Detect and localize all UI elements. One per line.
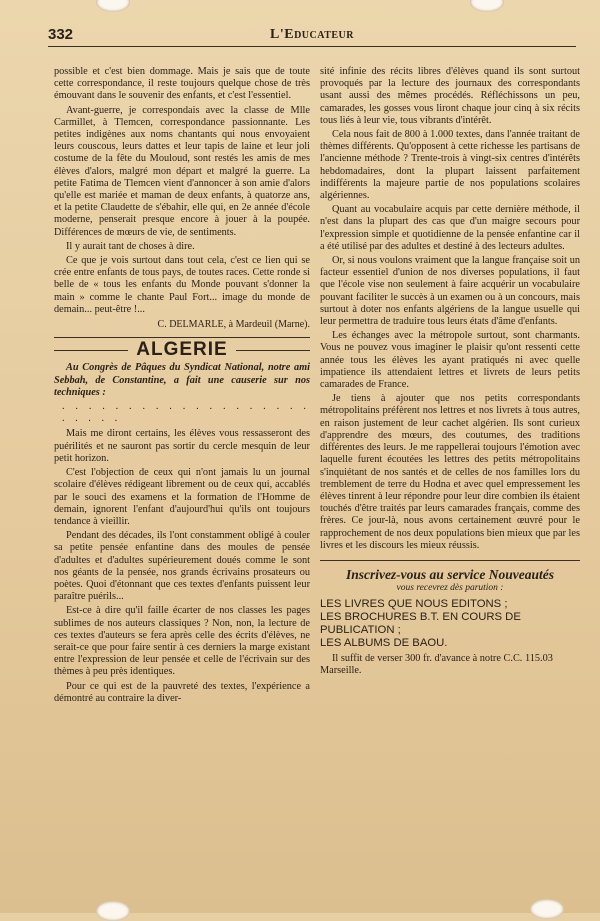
- ellipsis-line: . . . . . . . . . . . . . . . . . . . . . . . .: [62, 401, 310, 425]
- section-title: ALGERIE: [136, 339, 228, 361]
- letter-paragraph: Il y aurait tant de choses à dire.: [66, 240, 195, 252]
- letter-paragraph: possible et c'est bien dommage. Mais je sais que de toute cette correspondance, il reste toujours quelque chose de très émouvant dans le souvenir des enfants, et c'est l'essentiel.: [54, 66, 310, 102]
- article-paragraph: Or, si nous voulons vraiment que la langue française soit un facteur essentiel d'union de nos diverses populations, il faut que l'école vise non seulement à faire acquérir un vocabulaire pouvant faciliter le succès à un examen ou à un concours, mais surtout à doter nos enfants algériens de la langue usuelle qui leur permettra de traduire tous leurs états d'âme d'enfants.: [320, 255, 580, 328]
- article-paragraph: C'est l'objection de ceux qui n'ont jamais lu un journal scolaire d'élèves rédigeant librement ou de ceux qui, accablés par le souci des examens et la formation de l'Homme de demain, ignorent l'enfant d'aujourd'hui qu'ils ont toujours tendance à vieillir.: [54, 467, 310, 527]
- article-paragraph: Je tiens à ajouter que nos petits correspondants métropolitains préfèrent nos lettres et nos livrets à tous autres, en raison justement de leur cachet algérien. Ils sont curieux d'apprendre des mœurs, des coutumes, des traditions différentes des leurs. Je me rappellerai toujours l'émotion avec laquelle furent écoutées les lettres des petits métropolitains s'inquiétant de nos santés et de celles de nos familles lors du tremblement de terre du Hodna et avec quel empressement les élèves tinrent à leur répondre pour leur dire combien ils étaient touchés d'être traités par leurs camarades français, comme des frères. Ce jour-là, nous avons certainement œuvré pour le rapprochement de nos deux populations bien mieux que par les livres et les discours les mieux réussis.: [320, 393, 580, 551]
- article-paragraph: Mais me diront certains, les élèves vous ressasseront des puérilités et ne sauront pas sortir du cercle mesquin de leur petit horizon.: [54, 428, 310, 464]
- journal-title: L'Educateur: [270, 27, 354, 42]
- subscription-title: Inscrivez-vous au service Nouveautés: [345, 566, 555, 582]
- subscription-subtitle: vous recevrez dès parution :: [396, 582, 504, 593]
- article-paragraph: Cela nous fait de 800 à 1.000 textes, dans l'année traitant de thèmes différents. Qu'opposent à cette richesse les partisans de l'ancienne méthode ? Trente-trois à vingt-six centres d'intérêts hebdomadaires, dont la plupart laissent parfaitement indifférents la majeure partie de nos populations scolaires algériennes.: [320, 129, 580, 202]
- letter-paragraph: Avant-guerre, je correspondais avec la classe de Mlle Carmillet, à Tlemcen, correspondance passionnante. Les petites indigènes aux noms chantants qui nous envoyaient leurs couscous, leurs dattes et leur tapis de laine et leur joli costume de la fête du Mouloud, sont restés les amis de mes élèves d'alors, malgré mon départ et malgré la guerre. La petite Fatima de Tlemcen vient d'annoncer à son amie d'alors qu'elle est mariée et maman de deux enfants, à quatorze ans, et la petite Claudette de s'ébahir, elle qui, en 2e année d'école moderne, penserait presque encore à jouer à la poupée. Différences de mœurs de vie, de sentiments.: [54, 104, 310, 238]
- left-column: [54, 66, 310, 707]
- article-paragraph: Pour ce qui est de la pauvreté des textes, l'expérience a démontré au contraire la diver-: [54, 680, 310, 704]
- letter-signature: C. DELMARLE, à Mardeuil (Marne).: [157, 319, 310, 331]
- subscription-item: LES ALBUMS DE BAOU.: [320, 637, 448, 650]
- subscription-item: LES LIVRES QUE NOUS EDITONS ;: [320, 598, 508, 611]
- section-heading: [54, 339, 310, 361]
- binding-hole: [530, 899, 564, 919]
- binding-hole: [96, 0, 130, 12]
- article-paragraph: Est-ce à dire qu'il faille écarter de nos classes les pages sublimes de nos auteurs classiques ? Non, non, la lecture de ces textes d'auteurs se fera après celle des écrits d'élèves, ne serait-ce que pour faire sentir à ces derniers la marge existant entre l'expression de leur pensée et celle de l'écrivain sur des thèmes à peu près identiques.: [54, 605, 310, 678]
- page-header: [48, 28, 576, 47]
- subscription-item: LES BROCHURES B.T. EN COURS DE PUBLICATION ;: [320, 611, 521, 637]
- heading-rule-left: [54, 350, 128, 351]
- article-intro: Au Congrès de Pâques du Syndicat National, notre ami Sebbah, de Constantine, a fait une causerie sur nos techniques :: [54, 362, 310, 398]
- letter-paragraph: Ce que je vois surtout dans tout cela, c'est ce lien qui se crée entre enfants de tous pays, de toutes races. Cette ronde si belle de « tous les enfants du Monde pouvant s'donner la main » comme le chante Paul Fort... image du monde de demain... peut-être !...: [54, 255, 310, 315]
- subscription-box: [320, 560, 580, 677]
- article-paragraph: Les échanges avec la métropole surtout, sont charmants. Vous ne pouvez vous imaginer le plaisir qu'ont ressenti cette année tous les élèves les ayant pratiqués ni avec quelle impatience ils attendaient lettres et livrets de leurs petits camarades de France.: [320, 330, 580, 391]
- subscription-note: Il suffit de verser 300 fr. d'avance à notre C.C. 115.03 Marseille.: [320, 653, 553, 677]
- article-paragraph: sité infinie des récits libres d'élèves quand ils sont surtout provoqués par la lecture des journaux des correspondants usant aussi des mêmes procédés. Réfléchissons un peu, camarades, les gosses vous liront chaque jour cinq à six récits tous liés à leur vie, tous vibrants d'intérêt.: [320, 66, 580, 126]
- heading-rule-right: [236, 350, 310, 351]
- article-paragraph: Quant au vocabulaire acquis par cette dernière méthode, il n'est dans la plupart des cas que d'un maigre secours pour l'expression simple et quotidienne de la pensée enfantine car il a été utilisé par des adultes et destiné à des lecteurs adultes.: [320, 204, 580, 252]
- section-divider: [54, 337, 310, 338]
- right-column: [320, 66, 580, 677]
- page-number: 332: [48, 26, 74, 43]
- binding-hole: [470, 0, 504, 12]
- article-paragraph: Pendant des décades, ils l'ont constamment obligé à couler sa petite pensée enfantine dans des moules de pensée d'adultes et d'adultes supérieurement doués comme le sont nos géants de la pensée, nos grands écrivains prosateurs ou poètes. Quoi d'étonnant que ces textes d'enfants puissent leur paraître puérils...: [54, 530, 310, 603]
- binding-hole: [96, 901, 130, 921]
